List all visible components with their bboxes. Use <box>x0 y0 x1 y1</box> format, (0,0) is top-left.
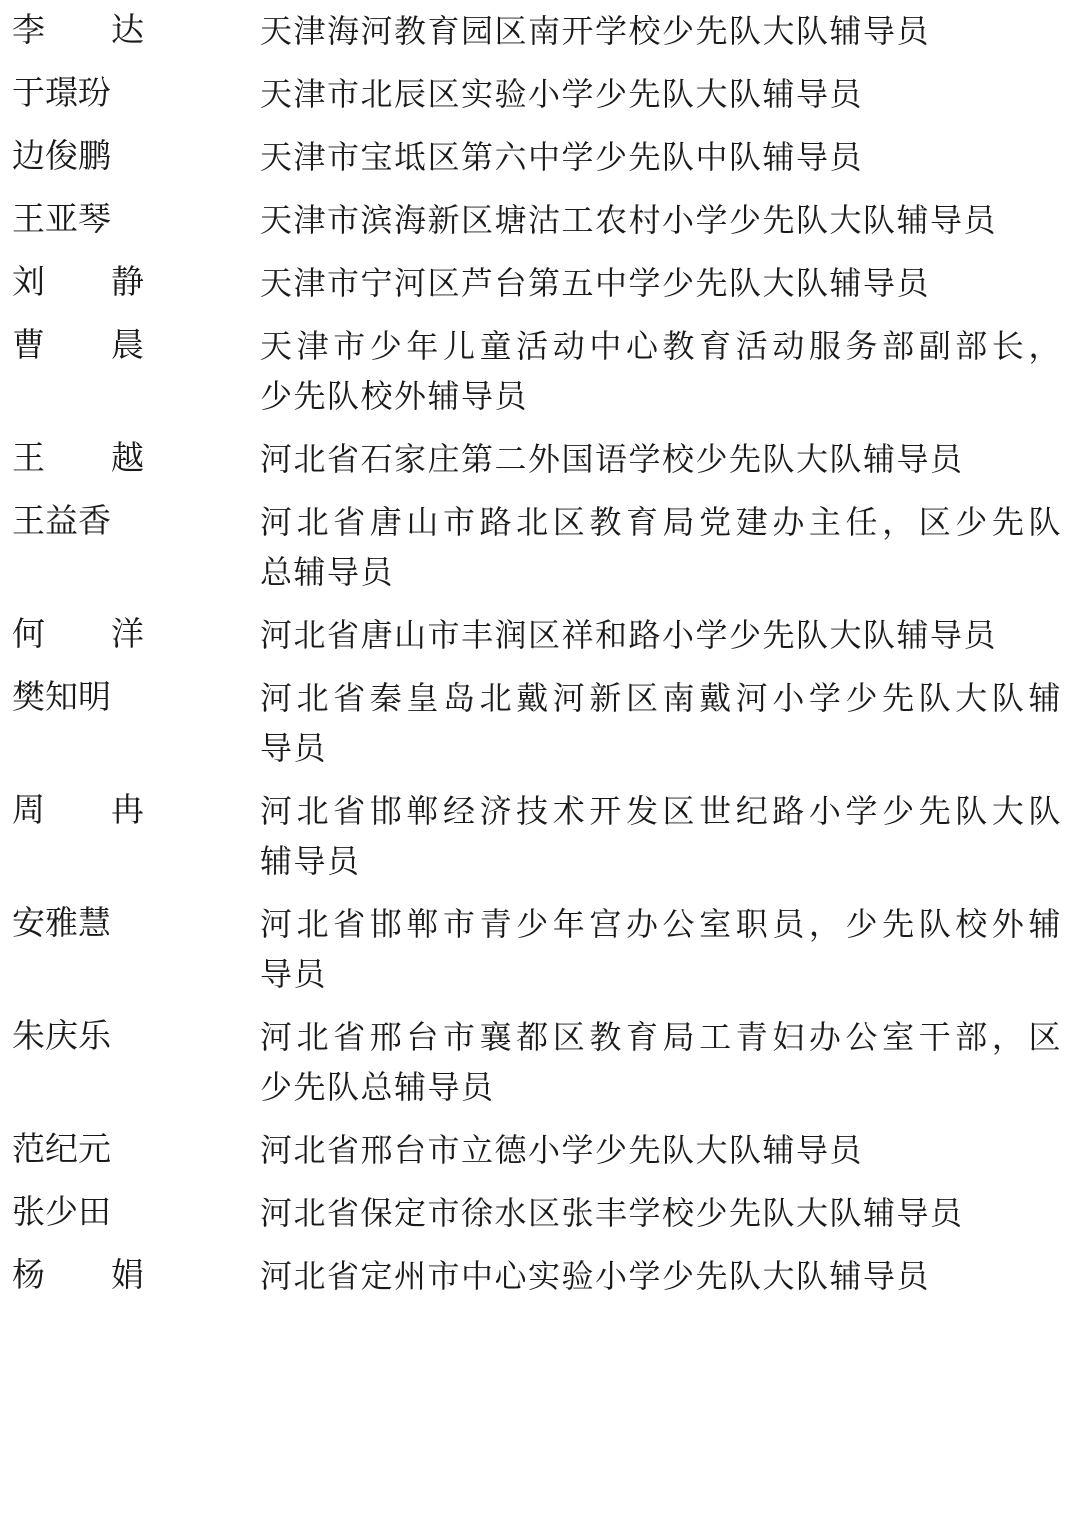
list-item <box>10 6 1062 56</box>
person-title <box>260 673 1062 773</box>
name-list <box>10 6 1062 1301</box>
person-title-line: 河北省邯郸经济技术开发区世纪路小学少先队大队 <box>260 793 1062 829</box>
person-title <box>260 69 1062 119</box>
list-item <box>10 1188 1062 1238</box>
person-name: 王 越 <box>12 441 144 477</box>
person-title-line: 河北省唐山市路北区教育局党建办主任，区少先队 <box>260 504 1062 540</box>
list-item <box>10 786 1062 886</box>
person-title-line: 河北省定州市中心实验小学少先队大队辅导员 <box>260 1258 931 1294</box>
person-name: 曹 晨 <box>12 328 144 364</box>
person-title <box>260 1251 1062 1301</box>
person-title <box>260 1012 1062 1112</box>
person-title <box>260 610 1062 660</box>
list-item <box>10 132 1062 182</box>
person-title <box>260 497 1062 597</box>
list-item <box>10 1125 1062 1175</box>
person-title <box>260 899 1062 999</box>
list-item <box>10 899 1062 999</box>
person-name: 朱庆乐 <box>12 1019 111 1055</box>
list-item <box>10 69 1062 119</box>
person-title-line: 河北省唐山市丰润区祥和路小学少先队大队辅导员 <box>260 617 998 653</box>
person-name: 李 达 <box>12 13 144 49</box>
person-title-line: 辅导员 <box>260 843 361 879</box>
person-name: 安雅慧 <box>12 906 111 942</box>
person-title-line: 天津市少年儿童活动中心教育活动服务部副部长， <box>260 328 1062 364</box>
person-name: 范纪元 <box>12 1132 111 1168</box>
person-title-line: 少先队总辅导员 <box>260 1069 495 1105</box>
person-title-line: 河北省邢台市襄都区教育局工青妇办公室干部，区 <box>260 1019 1062 1055</box>
list-item <box>10 610 1062 660</box>
person-name: 张少田 <box>12 1195 111 1231</box>
person-title <box>260 132 1062 182</box>
person-title-line: 总辅导员 <box>260 554 395 590</box>
person-title <box>260 1125 1062 1175</box>
person-title-line: 河北省邯郸市青少年宫办公室职员，少先队校外辅 <box>260 906 1062 942</box>
person-title-line: 导员 <box>260 730 328 766</box>
person-title-line: 河北省石家庄第二外国语学校少先队大队辅导员 <box>260 441 964 477</box>
person-title <box>260 786 1062 886</box>
list-item <box>10 497 1062 597</box>
list-item <box>10 321 1062 421</box>
list-item <box>10 673 1062 773</box>
person-name: 樊知明 <box>12 680 111 716</box>
person-title-line: 天津海河教育园区南开学校少先队大队辅导员 <box>260 13 931 49</box>
person-name: 边俊鹏 <box>12 139 111 175</box>
person-title-line: 天津市宁河区芦台第五中学少先队大队辅导员 <box>260 265 931 301</box>
person-title-line: 河北省保定市徐水区张丰学校少先队大队辅导员 <box>260 1195 964 1231</box>
person-title-line: 天津市滨海新区塘沽工农村小学少先队大队辅导员 <box>260 202 998 238</box>
person-name: 周 冉 <box>12 793 144 829</box>
person-name: 刘 静 <box>12 265 144 301</box>
person-name: 杨 娟 <box>12 1258 144 1294</box>
person-name: 于璟玢 <box>12 76 111 112</box>
person-title <box>260 434 1062 484</box>
list-item <box>10 434 1062 484</box>
list-item <box>10 1012 1062 1112</box>
person-title-line: 少先队校外辅导员 <box>260 378 529 414</box>
person-title-line: 河北省邢台市立德小学少先队大队辅导员 <box>260 1132 864 1168</box>
person-title <box>260 195 1062 245</box>
person-name: 王益香 <box>12 504 111 540</box>
list-item <box>10 1251 1062 1301</box>
person-name: 王亚琴 <box>12 202 111 238</box>
person-title-line: 天津市宝坻区第六中学少先队中队辅导员 <box>260 139 864 175</box>
person-title-line: 天津市北辰区实验小学少先队大队辅导员 <box>260 76 864 112</box>
person-title-line: 导员 <box>260 956 328 992</box>
list-item <box>10 195 1062 245</box>
person-title <box>260 1188 1062 1238</box>
person-title <box>260 6 1062 56</box>
list-item <box>10 258 1062 308</box>
person-title <box>260 258 1062 308</box>
person-name: 何 洋 <box>12 617 144 653</box>
person-title-line: 河北省秦皇岛北戴河新区南戴河小学少先队大队辅 <box>260 680 1062 716</box>
person-title <box>260 321 1062 421</box>
